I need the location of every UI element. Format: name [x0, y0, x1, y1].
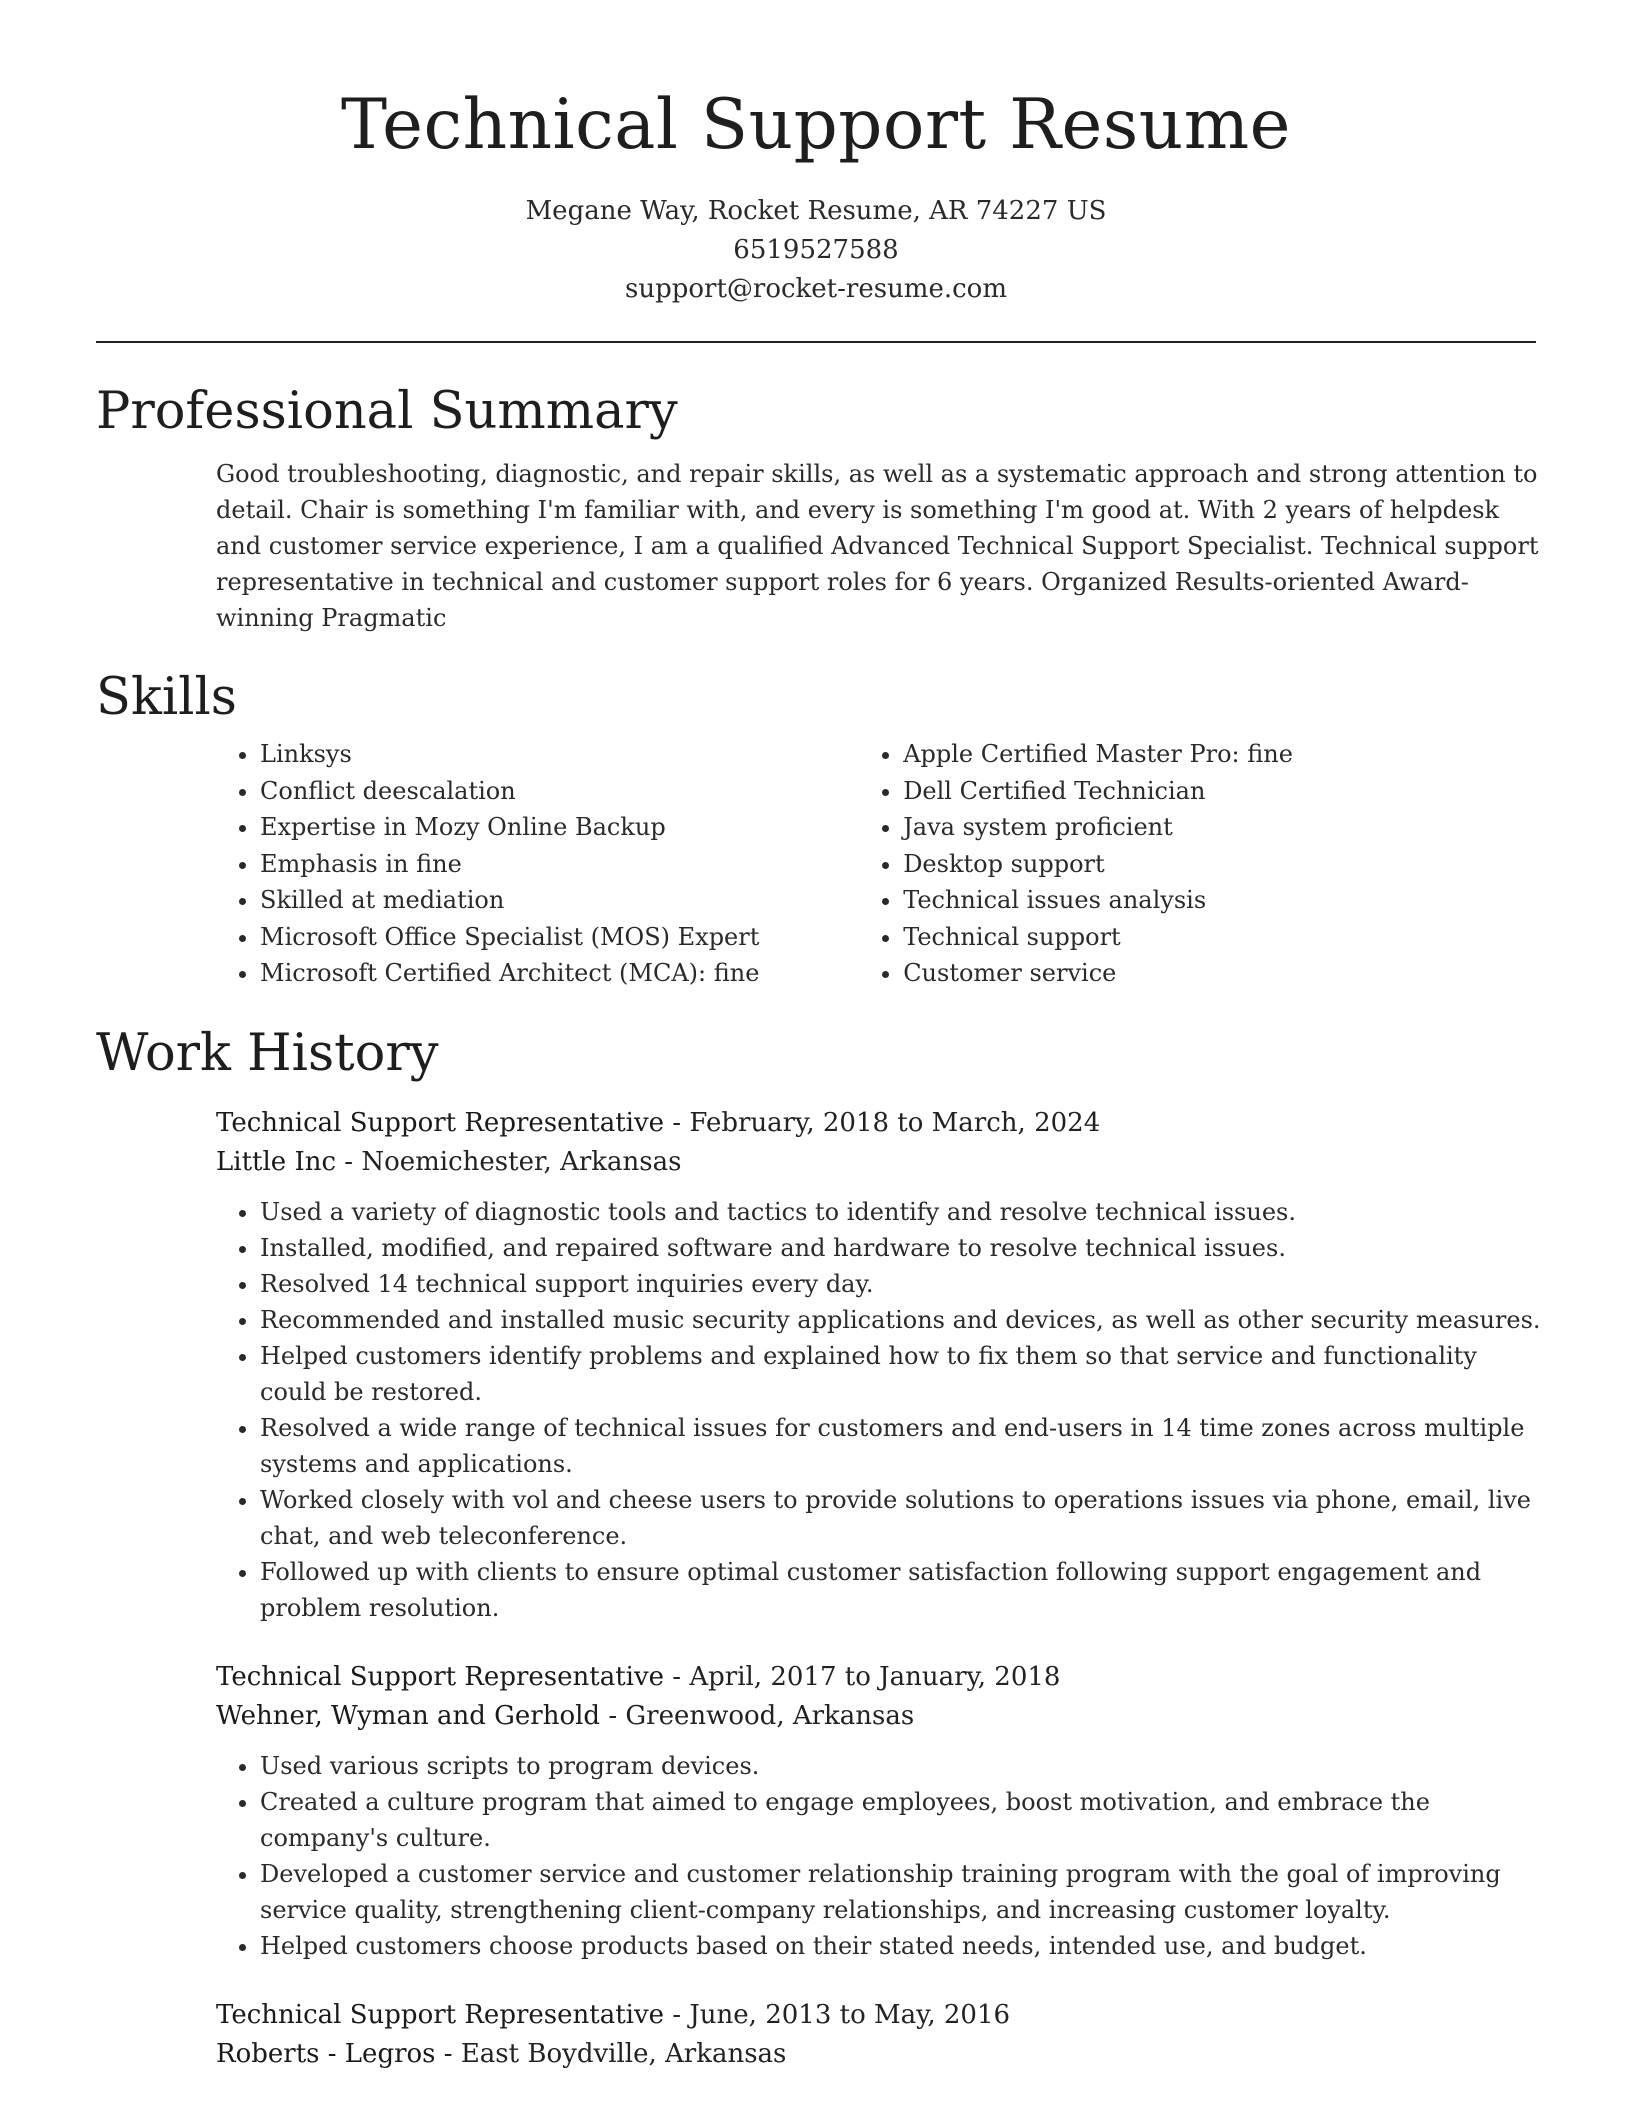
contact-info: [0, 192, 1632, 309]
job-duty: • Resolved a wide range of technical issues for customers and end-users in 14 time zones across multiple systems and applications.: [260, 1410, 1546, 1482]
job-location: - Noemichester, Arkansas: [336, 1147, 682, 1177]
work-history-section: [96, 1024, 1541, 2074]
skill-item: • Dell Certified Technician: [903, 773, 1536, 810]
skill-item: • Skilled at mediation: [260, 882, 859, 919]
job-dates: - April, 2017 to January, 2018: [664, 1662, 1061, 1692]
job-entry: [216, 1104, 1546, 1626]
job-entry: [216, 1996, 1546, 2074]
skills-list-left: [216, 736, 859, 992]
job-duty: • Developed a customer service and customer relationship training program with the goal of improving service quality, strengthening client-company relationships, and increasing customer loyalty.: [260, 1856, 1546, 1928]
resume-title: Technical Support Resume: [340, 85, 1291, 165]
skill-item: • Linksys: [260, 736, 859, 773]
skill-item: • Desktop support: [903, 846, 1536, 883]
job-duty: • Resolved 14 technical support inquiries every day.: [260, 1266, 1546, 1302]
job-company: Wehner, Wyman and Gerhold: [216, 1701, 601, 1731]
skills-columns: [216, 736, 1536, 992]
header-divider: [96, 341, 1536, 343]
skill-item: • Apple Certified Master Pro: fine: [903, 736, 1536, 773]
job-duty: • Used a variety of diagnostic tools and tactics to identify and resolve technical issues.: [260, 1194, 1546, 1230]
job-dates: - June, 2013 to May, 2016: [664, 2000, 1011, 2030]
job-location: - Greenwood, Arkansas: [600, 1701, 915, 1731]
job-duty: • Created a culture program that aimed to engage employees, boost motivation, and embrace the company's culture.: [260, 1784, 1546, 1856]
job-company-line: [216, 1697, 1546, 1736]
summary-heading: Professional Summary: [96, 382, 678, 441]
contact-phone: 6519527588: [733, 235, 899, 265]
skill-item: • Microsoft Certified Architect (MCA): fine: [260, 955, 859, 992]
job-company-line: [216, 1143, 1546, 1182]
contact-email: support@rocket-resume.com: [624, 274, 1007, 304]
job-title: Technical Support Representative: [216, 1662, 665, 1692]
job-duty: • Helped customers identify problems and explained how to fix them so that service and functionality could be restored.: [260, 1338, 1546, 1410]
skill-item: • Customer service: [903, 955, 1536, 992]
job-title: Technical Support Representative: [216, 1108, 665, 1138]
job-duty: • Installed, modified, and repaired software and hardware to resolve technical issues.: [260, 1230, 1546, 1266]
job-duty: • Helped customers choose products based on their stated needs, intended use, and budget.: [260, 1928, 1546, 1964]
summary-text: Good troubleshooting, diagnostic, and repair skills, as well as a systematic approach and strong attention to detail. Chair is something I'm familiar with, and every is something I'm good at. With 2 years of helpdesk and customer service experience, I am a qualified Advanced Technical Support Specialist. Technical support representative in technical and customer support roles for 6 years. Organized Results-oriented Award-winning Pragmatic: [216, 460, 1539, 632]
job-title: Technical Support Representative: [216, 2000, 665, 2030]
job-title-line: [216, 1996, 1546, 2035]
job-location: - East Boydville, Arkansas: [435, 2039, 787, 2069]
skills-heading: Skills: [96, 668, 237, 727]
job-duty: • Used various scripts to program devices.: [260, 1748, 1546, 1784]
skill-item: • Technical issues analysis: [903, 882, 1536, 919]
job-duty: • Recommended and installed music security applications and devices, as well as other security measures.: [260, 1302, 1546, 1338]
job-duty: • Worked closely with vol and cheese users to provide solutions to operations issues via phone, email, live chat, and web teleconference.: [260, 1482, 1546, 1554]
work-history-heading: Work History: [96, 1024, 439, 1083]
skill-item: • Conflict deescalation: [260, 773, 859, 810]
skill-item: • Microsoft Office Specialist (MOS) Expert: [260, 919, 859, 956]
skill-item: • Emphasis in fine: [260, 846, 859, 883]
skill-item: • Technical support: [903, 919, 1536, 956]
job-duty: • Followed up with clients to ensure optimal customer satisfaction following support engagement and problem resolution.: [260, 1554, 1546, 1626]
summary-section: [96, 382, 1539, 636]
contact-address: Megane Way, Rocket Resume, AR 74227 US: [525, 196, 1107, 226]
job-dates: - February, 2018 to March, 2024: [664, 1108, 1101, 1138]
job-title-line: [216, 1104, 1546, 1143]
job-duties: [216, 1194, 1546, 1626]
job-entry: [216, 1658, 1546, 1964]
skills-section: [96, 668, 1536, 992]
job-company-line: [216, 2035, 1546, 2074]
skill-item: • Expertise in Mozy Online Backup: [260, 809, 859, 846]
skill-item: • Java system proficient: [903, 809, 1536, 846]
skills-list-right: [859, 736, 1536, 992]
job-company: Roberts - Legros: [216, 2039, 436, 2069]
job-company: Little Inc: [216, 1147, 337, 1177]
job-title-line: [216, 1658, 1546, 1697]
job-duties: [216, 1748, 1546, 1964]
